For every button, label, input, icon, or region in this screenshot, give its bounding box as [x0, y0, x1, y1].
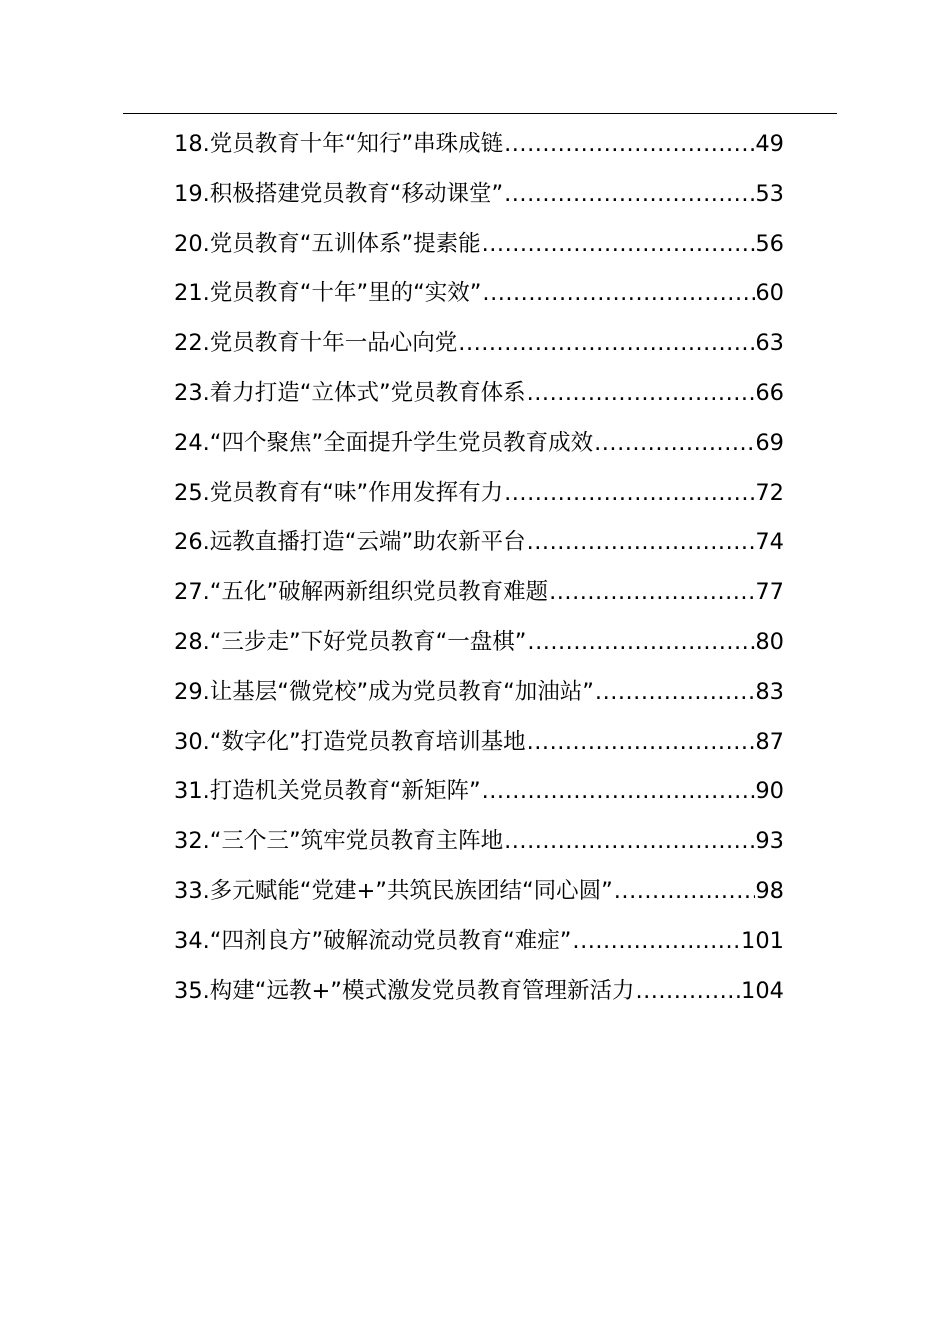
toc-entry-title: 23.着力打造“立体式”党员教育体系 [174, 379, 526, 406]
toc-entry[interactable] [174, 967, 784, 1017]
toc-entry-page: 98 [755, 877, 784, 904]
toc-entry[interactable] [174, 817, 784, 867]
dot-leader [481, 269, 755, 319]
dot-leader [503, 170, 755, 220]
dot-leader [503, 120, 755, 170]
dot-leader [526, 618, 755, 668]
dot-leader [503, 469, 755, 519]
toc-entry[interactable] [174, 518, 784, 568]
toc-entry-title: 32.“三个三”筑牢党员教育主阵地 [174, 828, 504, 855]
toc-entry-page: 74 [755, 529, 784, 556]
toc-entry-page: 80 [755, 628, 784, 655]
dot-leader [526, 718, 756, 768]
toc-entry-page: 53 [755, 180, 784, 207]
toc-entry-title: 21.党员教育“十年”里的“实效” [174, 280, 482, 307]
toc-entry-title: 26.远教直播打造“云端”助农新平台 [174, 529, 526, 556]
toc-entry-page: 69 [755, 429, 784, 456]
toc-entry[interactable] [174, 767, 784, 817]
toc-entry-page: 77 [755, 579, 784, 606]
toc-entry-title: 19.积极搭建党员教育“移动课堂” [174, 180, 504, 207]
toc-entry-title: 28.“三步走”下好党员教育“一盘棋” [174, 628, 527, 655]
toc-entry[interactable] [174, 668, 784, 718]
toc-entry-page: 49 [755, 131, 784, 157]
toc-entry-page: 90 [755, 778, 784, 805]
toc-entry-title: 27.“五化”破解两新组织党员教育难题 [174, 579, 549, 606]
dot-leader [548, 568, 755, 618]
dot-leader [526, 369, 756, 419]
table-of-contents [174, 120, 784, 1016]
toc-entry-page: 83 [755, 678, 784, 705]
toc-entry[interactable] [174, 369, 784, 419]
toc-entry-title: 24.“四个聚焦”全面提升学生党员教育成效 [174, 429, 594, 456]
toc-entry-page: 87 [755, 728, 784, 755]
toc-entry-page: 104 [741, 977, 784, 1004]
toc-entry[interactable] [174, 220, 784, 270]
toc-entry[interactable] [174, 917, 784, 967]
toc-entry-page: 63 [755, 330, 784, 357]
dot-leader [526, 518, 756, 568]
toc-entry[interactable] [174, 269, 784, 319]
toc-entry[interactable] [174, 120, 784, 170]
dot-leader [594, 668, 755, 718]
dot-leader [457, 319, 755, 369]
dot-leader [634, 967, 741, 1017]
toc-entry-title: 35.构建“远教+”模式激发党员教育管理新活力 [174, 977, 635, 1004]
toc-entry[interactable] [174, 568, 784, 618]
dot-leader [481, 220, 756, 270]
toc-entry[interactable] [174, 319, 784, 369]
toc-entry[interactable] [174, 618, 784, 668]
dot-leader [593, 419, 755, 469]
toc-entry-page: 66 [755, 379, 784, 406]
toc-entry[interactable] [174, 419, 784, 469]
header-rule [123, 113, 837, 114]
toc-entry-title: 30.“数字化”打造党员教育培训基地 [174, 728, 526, 755]
toc-entry-title: 29.让基层“微党校”成为党员教育“加油站” [174, 678, 594, 705]
toc-entry-page: 60 [755, 280, 784, 307]
toc-entry[interactable] [174, 718, 784, 768]
toc-entry-title: 25.党员教育有“味”作用发挥有力 [174, 479, 504, 506]
dot-leader [571, 917, 741, 967]
toc-entry[interactable] [174, 170, 784, 220]
toc-entry-title: 22.党员教育十年一品心向党 [174, 330, 458, 357]
toc-entry-page: 56 [755, 230, 784, 257]
toc-entry-title: 34.“四剂良方”破解流动党员教育“难症” [174, 927, 572, 954]
toc-entry-page: 72 [755, 479, 784, 506]
toc-entry[interactable] [174, 867, 784, 917]
dot-leader [481, 767, 756, 817]
toc-entry-title: 33.多元赋能“党建+”共筑民族团结“同心圆” [174, 877, 613, 904]
toc-entry-page: 101 [741, 927, 784, 954]
toc-entry[interactable] [174, 469, 784, 519]
dot-leader [613, 867, 756, 917]
toc-entry-title: 20.党员教育“五训体系”提素能 [174, 230, 481, 257]
toc-entry-title: 18.党员教育十年“知行”串珠成链 [174, 131, 504, 157]
toc-entry-page: 93 [755, 828, 784, 855]
dot-leader [503, 817, 755, 867]
toc-entry-title: 31.打造机关党员教育“新矩阵” [174, 778, 481, 805]
